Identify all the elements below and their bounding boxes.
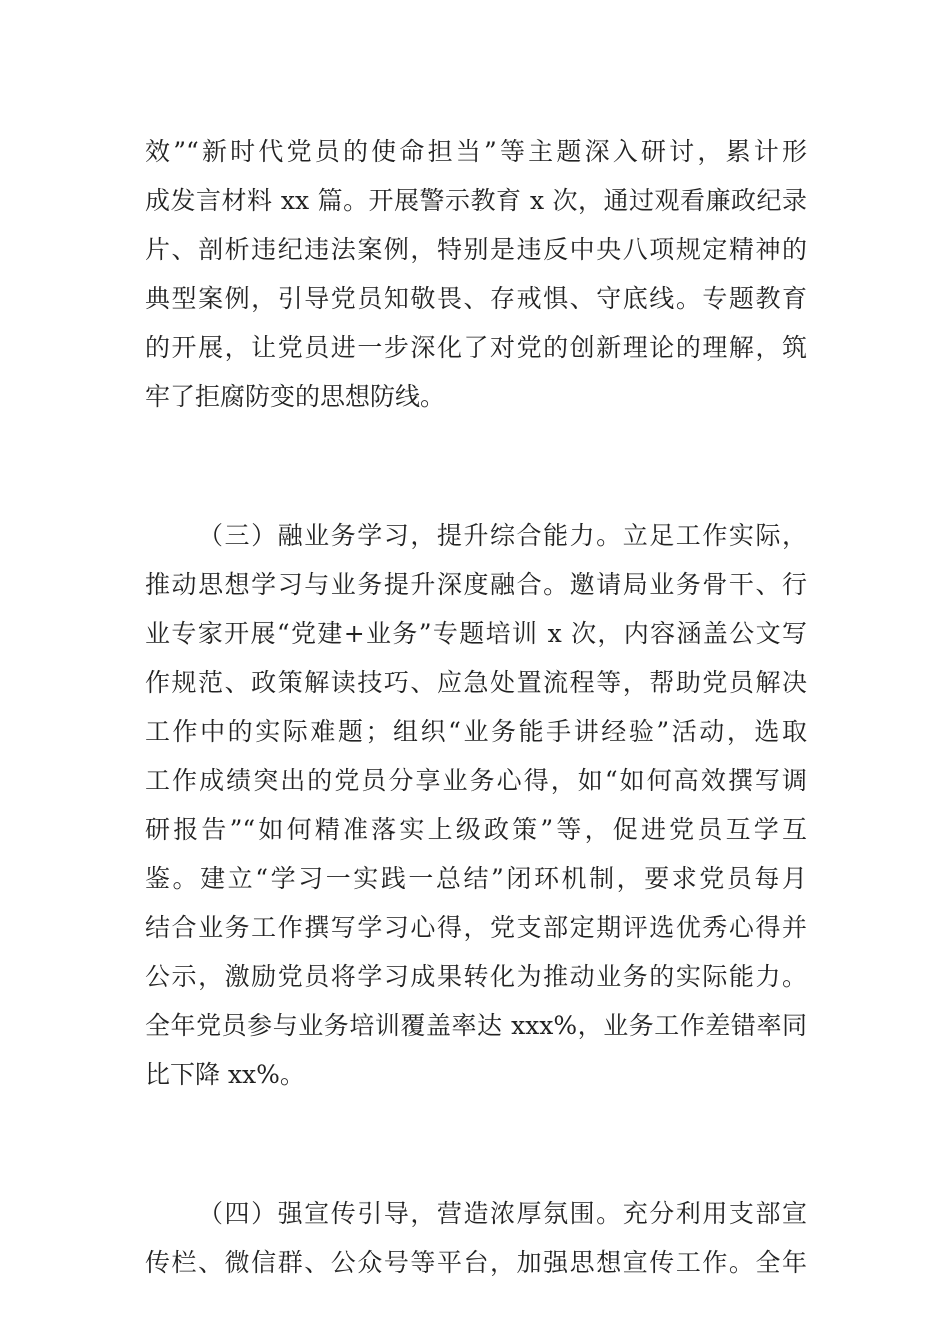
paragraph-1 (145, 127, 807, 421)
text-line: 业专家开展“党建+业务”专题培训 x 次，内容涵盖公文写 (145, 619, 807, 648)
text-line: 结合业务工作撰写学习心得，党支部定期评选优秀心得并 (145, 913, 807, 942)
document-body (145, 127, 807, 1287)
text-line: 研报告”“如何精准落实上级政策”等，促进党员互学互 (145, 815, 807, 844)
text-line: 推动思想学习与业务提升深度融合。邀请局业务骨干、行 (145, 570, 807, 599)
text-line: 工作中的实际难题；组织“业务能手讲经验”活动，选取 (145, 717, 807, 746)
text-line: 比下降 xx%。 (145, 1060, 305, 1089)
text-line: 的开展，让党员进一步深化了对党的创新理论的理解，筑 (145, 333, 807, 362)
paragraph-3 (145, 1189, 807, 1287)
paragraph-spacer (145, 1099, 807, 1189)
paragraph-2 (145, 511, 807, 1099)
text-line: 公示，激励党员将学习成果转化为推动业务的实际能力。 (145, 962, 807, 991)
text-line: 全年党员参与业务培训覆盖率达 xxx%，业务工作差错率同 (145, 1011, 807, 1040)
text-line: 成发言材料 xx 篇。开展警示教育 x 次，通过观看廉政纪录 (145, 186, 807, 215)
text-line: 作规范、政策解读技巧、应急处置流程等，帮助党员解决 (145, 668, 807, 697)
paragraph-spacer (145, 421, 807, 511)
text-line: 典型案例，引导党员知敬畏、存戒惧、守底线。专题教育 (145, 284, 807, 313)
text-line: 牢了拒腐防变的思想防线。 (145, 382, 446, 411)
text-line: 工作成绩突出的党员分享业务心得，如“如何高效撰写调 (145, 766, 807, 795)
text-line: 传栏、微信群、公众号等平台，加强思想宣传工作。全年 (145, 1248, 807, 1277)
text-line: 效”“新时代党员的使命担当”等主题深入研讨，累计形 (145, 137, 807, 166)
section-heading-line: （四）强宣传引导，营造浓厚氛围。充分利用支部宣 (198, 1199, 807, 1228)
section-heading-line: （三）融业务学习，提升综合能力。立足工作实际， (198, 521, 807, 550)
text-line: 片、剖析违纪违法案例，特别是违反中央八项规定精神的 (145, 235, 807, 264)
text-line: 鉴。建立“学习一实践一总结”闭环机制，要求党员每月 (145, 864, 807, 893)
